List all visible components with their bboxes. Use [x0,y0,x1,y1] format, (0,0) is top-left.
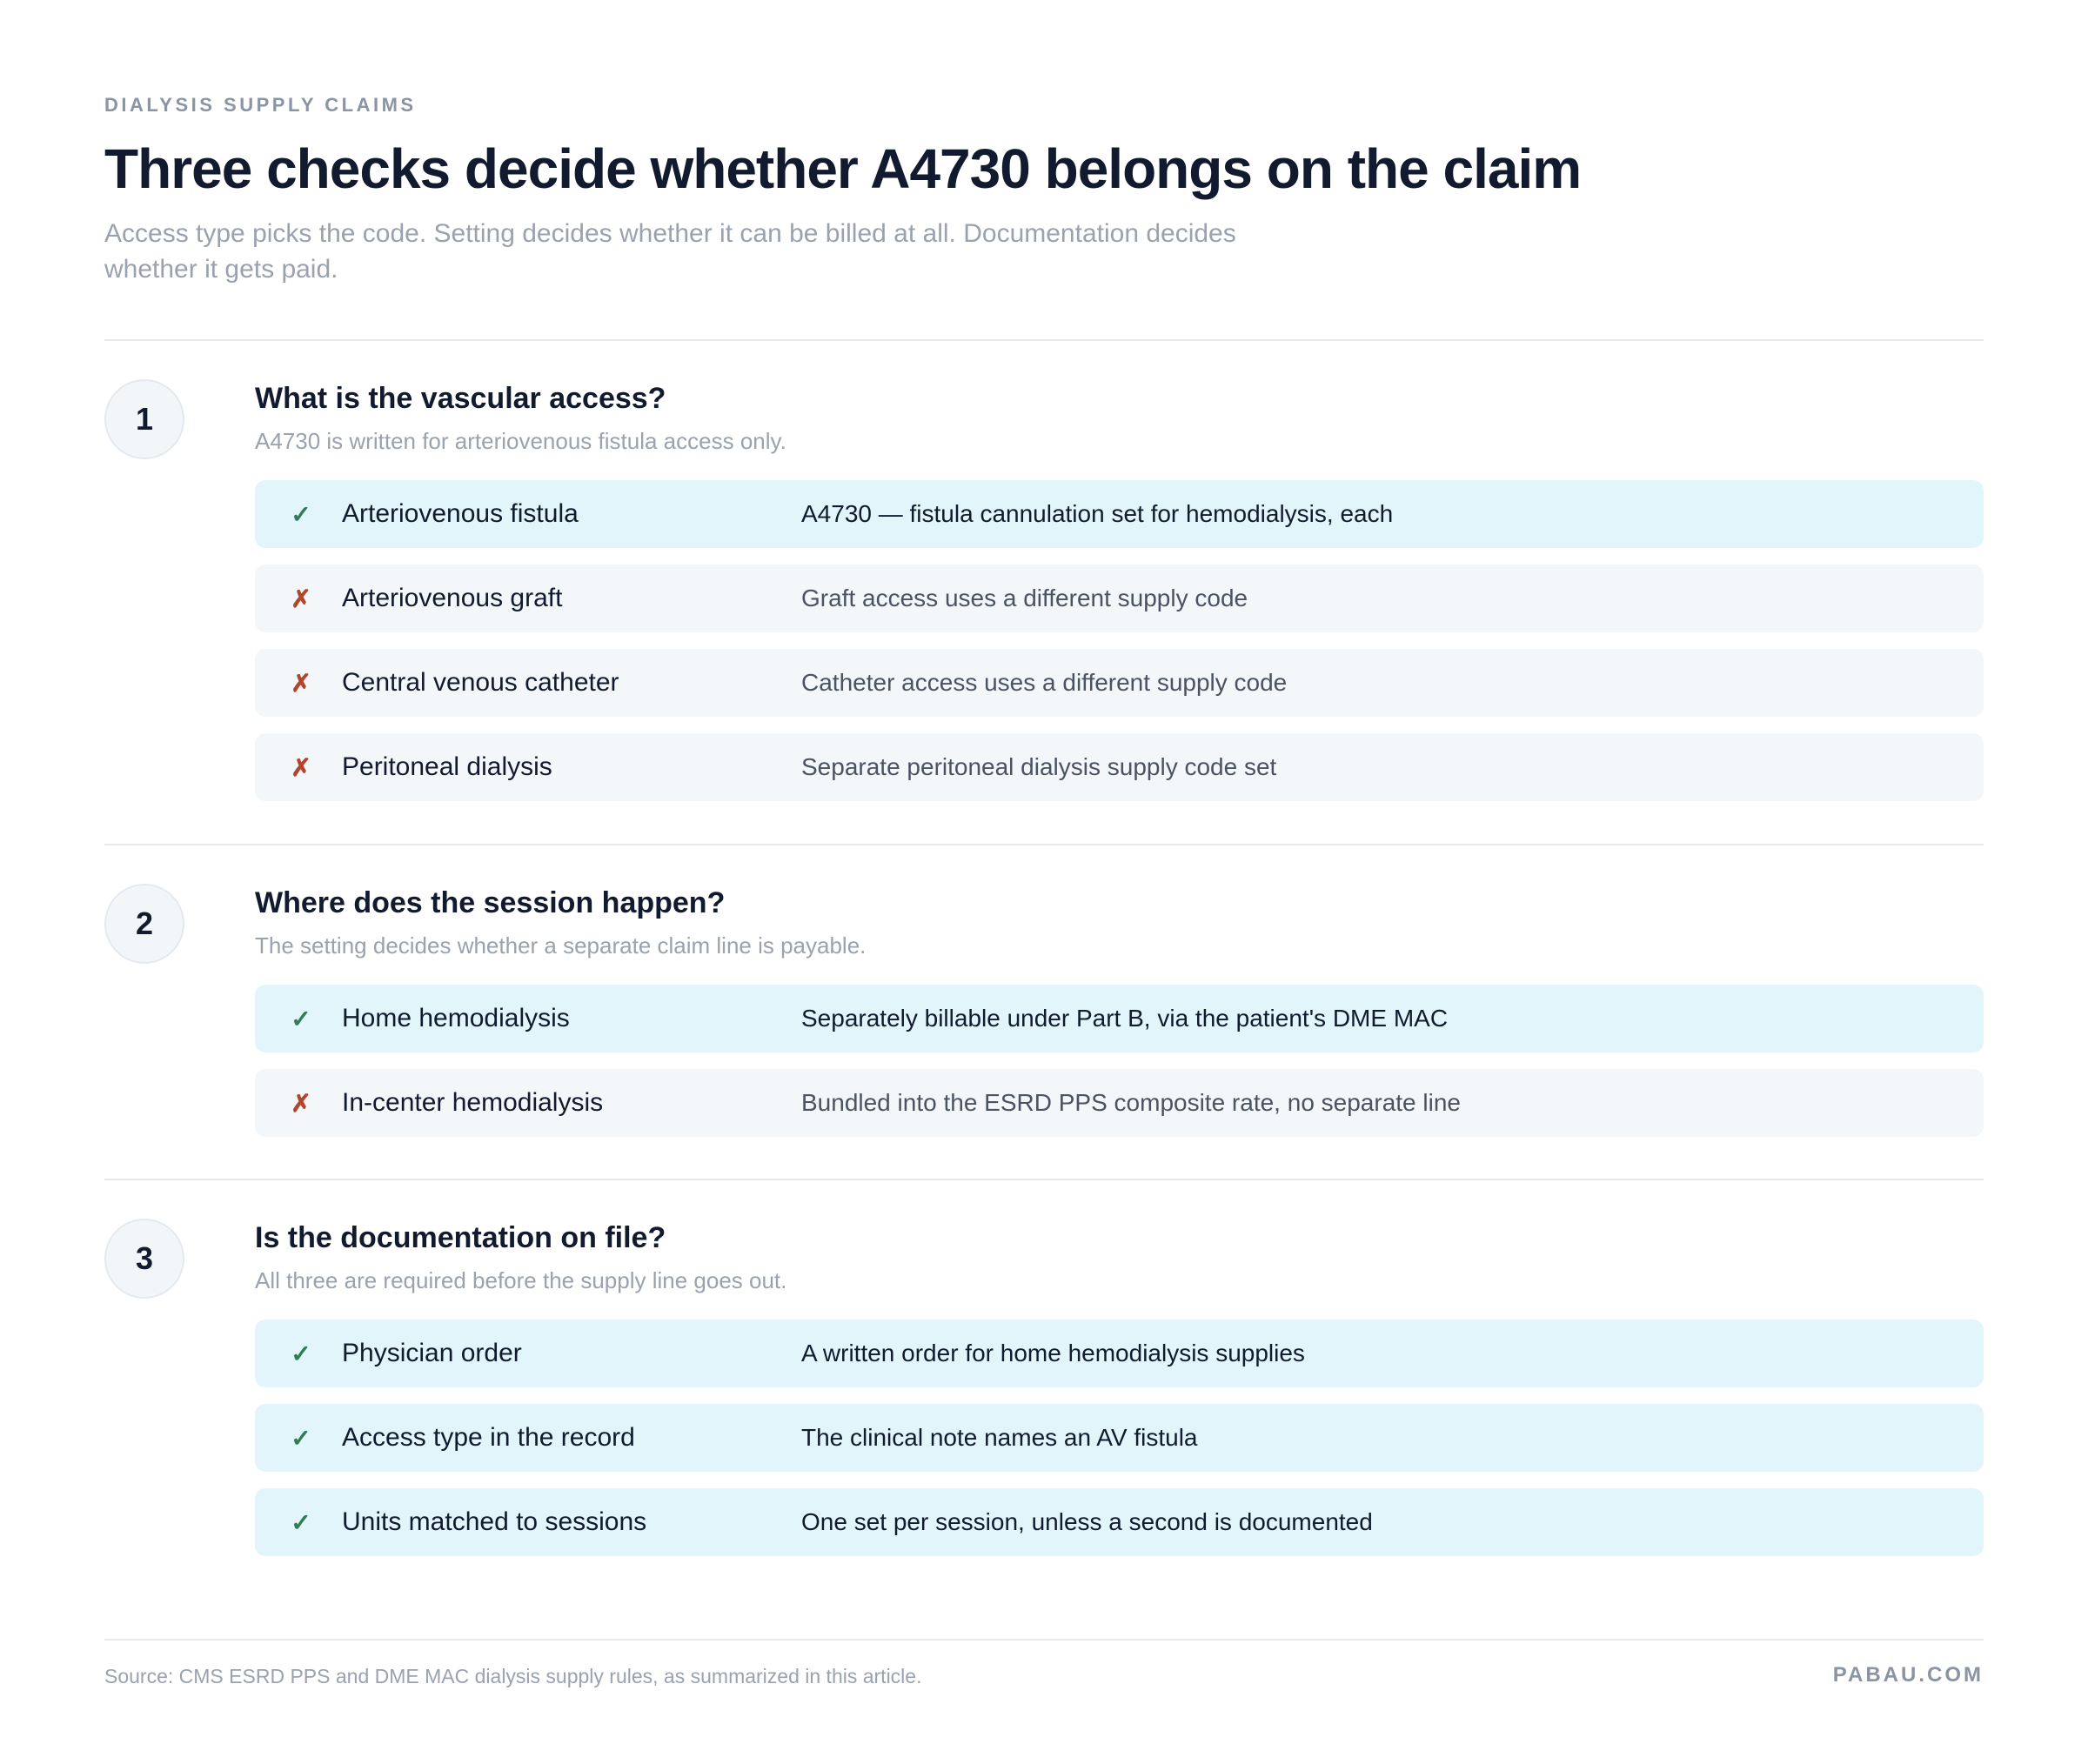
cross-icon: ✗ [291,1089,311,1117]
divider [104,1179,1984,1180]
cross-icon: ✗ [291,753,311,781]
check-icon: ✓ [291,1005,311,1032]
option-list [255,985,1984,1153]
option-label: Physician order [342,1339,522,1367]
step-number-badge: 1 [104,379,184,459]
step-question: Is the documentation on file? [255,1221,666,1254]
source-note: Source: CMS ESRD PPS and DME MAC dialysis supply rules, as summarized in this article. [104,1665,922,1687]
cross-icon: ✗ [291,669,311,697]
option-label: In-center hemodialysis [342,1088,604,1117]
option-description: A4730 — fistula cannulation set for hemodialysis, each [801,500,1394,527]
option-description: Separate peritoneal dialysis supply code set [801,753,1277,780]
option-row-graft [255,565,1984,632]
divider [104,339,1984,341]
option-description: Separately billable under Part B, via the patient's DME MAC [801,1005,1449,1032]
option-row-units [255,1488,1984,1556]
option-description: Catheter access uses a different supply code [801,669,1288,696]
option-list [255,1320,1984,1573]
option-label: Arteriovenous graft [342,584,563,612]
step-number-badge: 2 [104,884,184,964]
option-row-access-type [255,1404,1984,1472]
option-description: A written order for home hemodialysis supplies [801,1340,1305,1366]
divider [104,844,1984,845]
step-note: A4730 is written for arteriovenous fistula access only. [255,428,786,454]
option-label: Peritoneal dialysis [342,752,552,781]
option-row-home [255,985,1984,1052]
check-icon: ✓ [291,1424,311,1452]
option-list [255,480,1984,818]
option-row-physician-order [255,1320,1984,1387]
option-description: Bundled into the ESRD PPS composite rate, no separate line [801,1089,1461,1116]
option-description: One set per session, unless a second is documented [801,1508,1373,1535]
cross-icon: ✗ [291,585,311,612]
check-icon: ✓ [291,1508,311,1536]
option-label: Home hemodialysis [342,1004,570,1032]
step-note: The setting decides whether a separate claim line is payable. [255,932,867,959]
step-question: Where does the session happen? [255,886,726,919]
option-row-fistula [255,480,1984,548]
option-label: Central venous catheter [342,668,619,697]
option-row-catheter [255,649,1984,717]
option-label: Units matched to sessions [342,1507,647,1536]
step-question: What is the vascular access? [255,382,666,415]
page-title: Three checks decide whether A4730 belongs on the claim [104,137,1582,200]
check-icon: ✓ [291,1340,311,1367]
option-row-in-center [255,1069,1984,1137]
option-row-peritoneal [255,733,1984,801]
step-note: All three are required before the supply line goes out. [255,1267,787,1293]
option-description: Graft access uses a different supply code [801,585,1248,611]
page-subtitle: Access type picks the code. Setting decides whether it can be billed at all. Documentation decides whether it gets paid. [104,219,1236,284]
eyebrow-label: DIALYSIS SUPPLY CLAIMS [104,94,417,116]
divider [104,1639,1984,1640]
brand-wordmark[interactable]: PABAU.COM [1832,1663,1984,1687]
option-label: Arteriovenous fistula [342,499,579,528]
step-number-badge: 3 [104,1219,184,1299]
check-icon: ✓ [291,500,311,528]
option-label: Access type in the record [342,1423,635,1452]
option-description: The clinical note names an AV fistula [801,1424,1198,1451]
